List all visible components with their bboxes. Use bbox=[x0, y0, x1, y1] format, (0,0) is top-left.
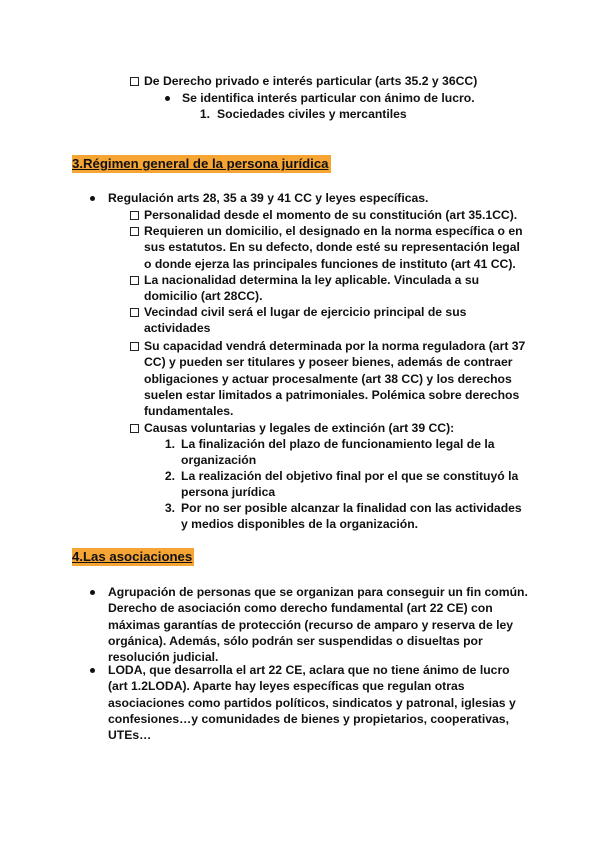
bullet-item-line: orgánica). Además, sólo podrán ser suspendidas o disueltas por bbox=[108, 633, 483, 648]
numbered-item-line: y medios disponibles de la organización. bbox=[181, 517, 419, 532]
checkbox-icon[interactable] bbox=[130, 77, 139, 86]
bullet-item-line: (art 1.2LODA). Aparte hay leyes específicas que regulan otras bbox=[108, 679, 465, 694]
bullet-item-line: LODA, que desarrolla el art 22 CE, aclara que no tiene ánimo de lucro bbox=[108, 663, 510, 677]
checklist-item-line bbox=[130, 304, 466, 320]
bullet-icon bbox=[165, 96, 170, 101]
checklist-item-text: actividades bbox=[144, 321, 211, 336]
checklist-item-line bbox=[144, 256, 516, 272]
checklist-item-text: suelen estar limitados a patrimoniales. Polémica sobre derechos bbox=[144, 387, 520, 402]
checklist-item-text: Su capacidad vendrá determinada por la norma reguladora (art 37 bbox=[144, 339, 526, 353]
list-number: 1. bbox=[164, 437, 175, 451]
checklist-item-line bbox=[144, 387, 519, 403]
section-heading-4: 4.Las asociaciones bbox=[72, 549, 193, 564]
checklist-item-line bbox=[144, 354, 512, 370]
checklist-item-text: obligaciones y actuar procesalmente (art 38 CC) y los derechos bbox=[144, 371, 512, 386]
bullet-item-line: máximas garantías de protección (recurso de amparo y reserva de ley bbox=[108, 617, 514, 632]
numbered-item-line: organización bbox=[181, 453, 257, 468]
bullet-icon bbox=[90, 668, 95, 673]
checklist-item-line bbox=[144, 239, 520, 255]
numbered-item-line: Por no ser posible alcanzar la finalidad con las actividades bbox=[181, 501, 522, 515]
bullet-item-line: asociaciones como partidos políticos, sindicatos y patronal, iglesias y bbox=[108, 695, 516, 710]
bullet-icon bbox=[90, 196, 95, 201]
checklist-item-line bbox=[144, 403, 233, 419]
checkbox-icon[interactable] bbox=[130, 211, 139, 220]
checklist-item-text: Vecindad civil será el lugar de ejercicio principal de sus bbox=[144, 305, 467, 319]
checklist-item-line bbox=[130, 420, 454, 436]
bullet-item-line: confesiones…y comunidades de bienes y propietarios, cooperativas, bbox=[108, 711, 509, 726]
list-number: 3. bbox=[164, 501, 175, 515]
checklist-item-text: fundamentales. bbox=[144, 404, 234, 419]
checkbox-item-derecho-privado: De Derecho privado e interés particular (arts 35.2 y 36CC) bbox=[130, 73, 477, 89]
section-heading-3: 3.Régimen general de la persona jurídica bbox=[72, 156, 329, 171]
checklist-item-text: CC) y pueden ser titulares y poseer bienes, además de contraer bbox=[144, 355, 513, 370]
bullet-icon bbox=[90, 590, 95, 595]
checklist-item-text: sus estatutos. En su defecto, donde esté su representación legal bbox=[144, 240, 520, 255]
checklist-item-line bbox=[130, 223, 523, 239]
checkbox-icon[interactable] bbox=[130, 342, 139, 351]
checklist-item-text: Causas voluntarias y legales de extinción (art 39 CC): bbox=[144, 421, 455, 435]
numbered-item-line: La realización del objetivo final por el que se constituyó la bbox=[181, 469, 519, 483]
bullet-item-line: UTEs… bbox=[108, 728, 152, 743]
bullet-item-line: resolución judicial. bbox=[108, 650, 219, 665]
checklist-item-line bbox=[144, 288, 263, 304]
bullet-item-interes: Se identifica interés particular con ánimo de lucro. bbox=[182, 91, 475, 105]
checklist-item-line bbox=[130, 338, 525, 354]
checklist-item-text: domicilio (art 28CC). bbox=[144, 289, 263, 304]
numbered-item-line: persona jurídica bbox=[181, 485, 276, 500]
checklist-item-line bbox=[144, 371, 512, 387]
checklist-item-line bbox=[144, 320, 210, 336]
checklist-item-line bbox=[130, 272, 479, 288]
list-number: 2. bbox=[164, 469, 175, 483]
bullet-item-regulacion: Regulación arts 28, 35 a 39 y 41 CC y leyes específicas. bbox=[108, 191, 429, 205]
bullet-item-line: Derecho de asociación como derecho fundamental (art 22 CE) con bbox=[108, 601, 493, 616]
checklist-item-text: o donde ejerza las principales funciones de instituto (art 41 CC). bbox=[144, 256, 516, 271]
checkbox-icon[interactable] bbox=[130, 276, 139, 285]
checkbox-icon[interactable] bbox=[130, 227, 139, 236]
checklist-item-line bbox=[130, 207, 517, 223]
checkbox-icon[interactable] bbox=[130, 424, 139, 433]
checklist-item-text: La nacionalidad determina la ley aplicable. Vinculada a su bbox=[144, 273, 480, 287]
checklist-item-text: Requieren un domicilio, el designado en la norma específica o en bbox=[144, 224, 523, 238]
numbered-item-line: La finalización del plazo de funcionamiento legal de la bbox=[181, 437, 495, 451]
checklist-item-text: Personalidad desde el momento de su constitución (art 35.1CC). bbox=[144, 208, 518, 222]
bullet-item-line: Agrupación de personas que se organizan para conseguir un fin común. bbox=[108, 585, 528, 599]
checkbox-icon[interactable] bbox=[130, 308, 139, 317]
list-number: 1. bbox=[199, 107, 210, 121]
numbered-item-sociedades: Sociedades civiles y mercantiles bbox=[217, 107, 407, 121]
